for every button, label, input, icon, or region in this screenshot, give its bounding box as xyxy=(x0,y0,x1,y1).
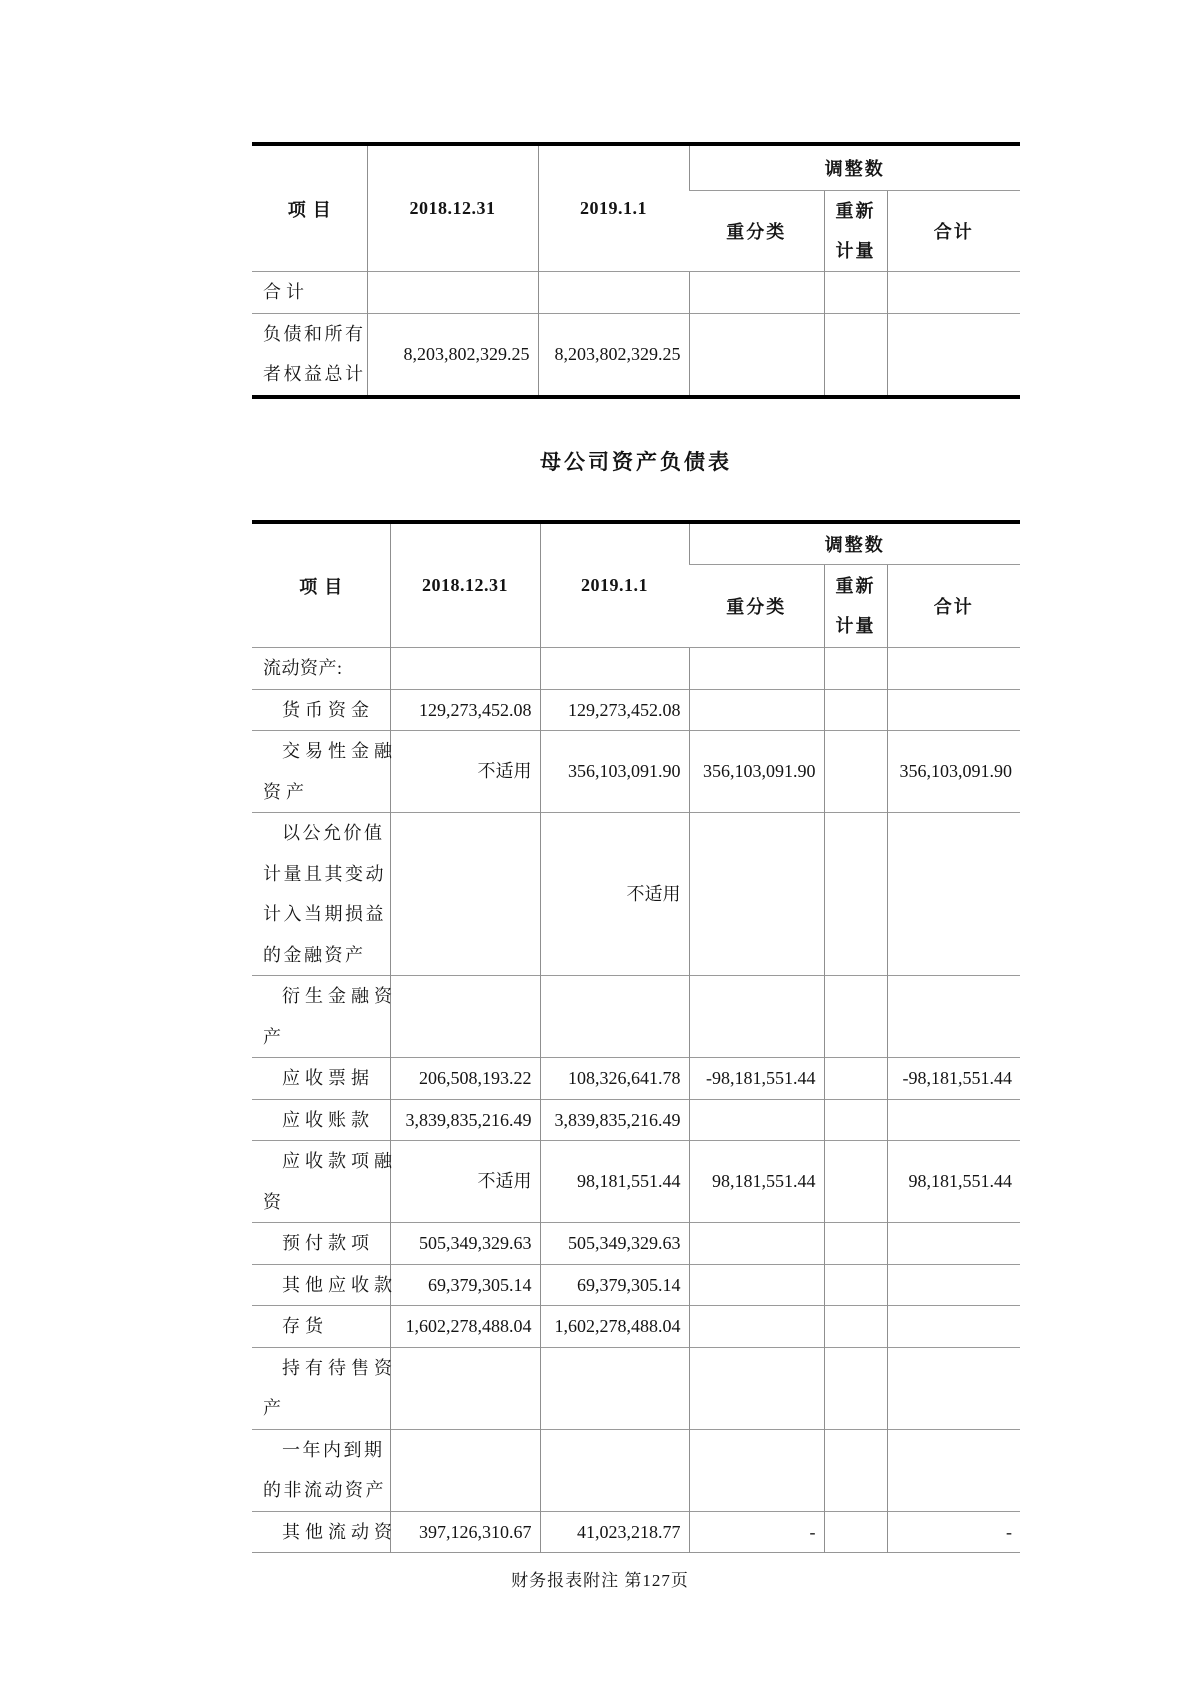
table-row xyxy=(252,1099,1020,1141)
cell-value: 98,181,551.44 xyxy=(689,1141,824,1223)
row-label: 货币资金 xyxy=(252,689,390,731)
header-adjustments: 调整数 xyxy=(689,522,1020,565)
cell-value: -98,181,551.44 xyxy=(887,1058,1020,1100)
cell-value xyxy=(824,1511,887,1553)
cell-value xyxy=(689,1223,824,1265)
cell-value xyxy=(689,1347,824,1429)
row-label: 以公允价值 计量且其变动 计入当期损益 的金融资产 xyxy=(252,813,390,976)
cell-value: 不适用 xyxy=(390,731,540,813)
cell-value: -98,181,551.44 xyxy=(689,1058,824,1100)
cell-value xyxy=(824,976,887,1058)
parent-company-balance-sheet-table xyxy=(252,520,1020,1553)
table-row xyxy=(252,813,1020,976)
cell-value xyxy=(689,1264,824,1306)
cell-value: 不适用 xyxy=(540,813,689,976)
cell-value xyxy=(540,1429,689,1511)
cell-value xyxy=(824,1058,887,1100)
row-label: 其他应收款 xyxy=(252,1264,390,1306)
cell-value: 98,181,551.44 xyxy=(540,1141,689,1223)
header-item: 项目 xyxy=(299,576,350,597)
cell-value: 41,023,218.77 xyxy=(540,1511,689,1553)
cell-value xyxy=(390,976,540,1058)
header-item: 项目 xyxy=(287,199,338,220)
cell-value xyxy=(824,648,887,690)
cell-value xyxy=(887,313,1020,397)
cell-value: 356,103,091.90 xyxy=(887,731,1020,813)
cell-value xyxy=(689,648,824,690)
cell-value xyxy=(689,1099,824,1141)
cell-value xyxy=(824,1223,887,1265)
row-label: 应收款项融 资 xyxy=(252,1141,390,1223)
cell-value: 98,181,551.44 xyxy=(887,1141,1020,1223)
cell-value xyxy=(887,1099,1020,1141)
cell-value xyxy=(689,1306,824,1348)
header-row-adjustments xyxy=(252,522,1020,565)
cell-value xyxy=(824,1141,887,1223)
header-date-2019: 2019.1.1 xyxy=(540,522,689,648)
table-row xyxy=(252,1058,1020,1100)
cell-value: 129,273,452.08 xyxy=(390,689,540,731)
row-label: 衍生金融资 产 xyxy=(252,976,390,1058)
cell-value: 3,839,835,216.49 xyxy=(390,1099,540,1141)
row-label: 应收票据 xyxy=(252,1058,390,1100)
cell-value xyxy=(824,731,887,813)
cell-value: 108,326,641.78 xyxy=(540,1058,689,1100)
header-remeasurement: 重新 计量 xyxy=(824,191,887,272)
cell-value xyxy=(824,1099,887,1141)
row-label: 负债和所有 者权益总计 xyxy=(252,313,367,397)
row-label: 存货 xyxy=(252,1306,390,1348)
cell-value xyxy=(887,813,1020,976)
cell-value xyxy=(887,1264,1020,1306)
cell-value xyxy=(540,648,689,690)
cell-value: 505,349,329.63 xyxy=(540,1223,689,1265)
table-row xyxy=(252,313,1020,397)
cell-value xyxy=(689,1429,824,1511)
cell-value xyxy=(824,1429,887,1511)
cell-value: 505,349,329.63 xyxy=(390,1223,540,1265)
cell-value xyxy=(689,976,824,1058)
row-label: 持有待售资 产 xyxy=(252,1347,390,1429)
cell-value xyxy=(824,313,887,397)
header-adjustments: 调整数 xyxy=(689,144,1020,191)
table-row xyxy=(252,1264,1020,1306)
cell-value xyxy=(824,813,887,976)
cell-value xyxy=(689,813,824,976)
table-row xyxy=(252,1141,1020,1223)
row-label: 应收账款 xyxy=(252,1099,390,1141)
table-row xyxy=(252,1429,1020,1511)
cell-value xyxy=(689,689,824,731)
table-row xyxy=(252,1306,1020,1348)
cell-value: 129,273,452.08 xyxy=(540,689,689,731)
cell-value xyxy=(689,313,824,397)
table-row xyxy=(252,689,1020,731)
table-row xyxy=(252,1511,1020,1553)
cell-value: 69,379,305.14 xyxy=(540,1264,689,1306)
cell-value: - xyxy=(887,1511,1020,1553)
cell-value xyxy=(887,648,1020,690)
cell-value: 1,602,278,488.04 xyxy=(390,1306,540,1348)
cell-value: 356,103,091.90 xyxy=(689,731,824,813)
header-date-2018: 2018.12.31 xyxy=(367,144,538,272)
balance-sheet-continuation-table xyxy=(252,142,1020,399)
cell-value xyxy=(887,1429,1020,1511)
cell-value: 不适用 xyxy=(390,1141,540,1223)
cell-value: 3,839,835,216.49 xyxy=(540,1099,689,1141)
cell-value: 1,602,278,488.04 xyxy=(540,1306,689,1348)
cell-value xyxy=(390,1429,540,1511)
cell-value xyxy=(689,272,824,314)
section-title: 母公司资产负债表 xyxy=(540,450,732,474)
table-row xyxy=(252,976,1020,1058)
header-total: 合计 xyxy=(887,191,1020,272)
cell-value xyxy=(887,976,1020,1058)
cell-value: 69,379,305.14 xyxy=(390,1264,540,1306)
cell-value: - xyxy=(689,1511,824,1553)
cell-value xyxy=(540,1347,689,1429)
cell-value xyxy=(390,1347,540,1429)
table-row xyxy=(252,272,1020,314)
header-remeasurement: 重新 计量 xyxy=(824,565,887,648)
table-row xyxy=(252,731,1020,813)
cell-value: 8,203,802,329.25 xyxy=(538,313,689,397)
cell-value: 356,103,091.90 xyxy=(540,731,689,813)
table-row xyxy=(252,1223,1020,1265)
cell-value: 8,203,802,329.25 xyxy=(367,313,538,397)
cell-value xyxy=(824,689,887,731)
header-date-2018: 2018.12.31 xyxy=(390,522,540,648)
cell-value xyxy=(887,1306,1020,1348)
cell-value xyxy=(390,648,540,690)
header-reclassification: 重分类 xyxy=(726,222,787,242)
header-reclassification: 重分类 xyxy=(726,597,787,617)
row-label: 其他流动资 xyxy=(252,1511,390,1553)
cell-value: 397,126,310.67 xyxy=(390,1511,540,1553)
cell-value xyxy=(367,272,538,314)
cell-value xyxy=(390,813,540,976)
cell-value xyxy=(824,1347,887,1429)
cell-value xyxy=(887,1223,1020,1265)
cell-value xyxy=(540,976,689,1058)
row-label: 预付款项 xyxy=(252,1223,390,1265)
cell-value xyxy=(538,272,689,314)
row-label: 合计 xyxy=(252,272,367,314)
header-date-2019: 2019.1.1 xyxy=(538,144,689,272)
table-row xyxy=(252,1347,1020,1429)
header-total: 合计 xyxy=(887,565,1020,648)
table-row xyxy=(252,648,1020,690)
row-label: 流动资产: xyxy=(252,648,390,690)
cell-value xyxy=(887,272,1020,314)
cell-value xyxy=(824,272,887,314)
row-label: 一年内到期 的非流动资产 xyxy=(252,1429,390,1511)
cell-value xyxy=(887,1347,1020,1429)
row-label: 交易性金融 资产 xyxy=(252,731,390,813)
cell-value xyxy=(824,1264,887,1306)
page-footer: 财务报表附注 第127页 xyxy=(511,1571,689,1590)
header-row-adjustments xyxy=(252,144,1020,191)
cell-value xyxy=(824,1306,887,1348)
cell-value: 206,508,193.22 xyxy=(390,1058,540,1100)
cell-value xyxy=(887,689,1020,731)
